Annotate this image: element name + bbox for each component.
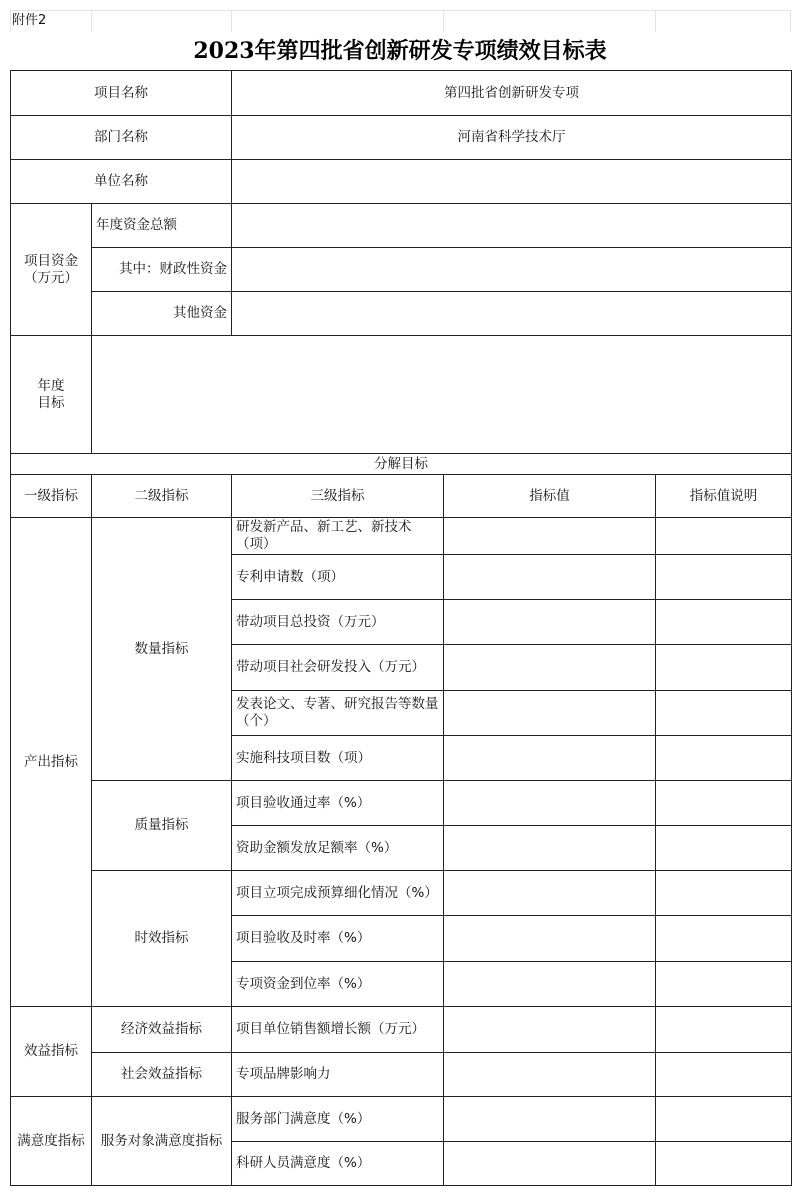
- column-header: 三级指标: [232, 475, 444, 518]
- quantity-indicator-label: 数量指标: [92, 518, 232, 781]
- table-row: [11, 248, 792, 292]
- table-row: [11, 160, 792, 204]
- project-name-value[interactable]: 第四批省创新研发专项: [232, 71, 792, 116]
- funds-other-label: 其他资金: [92, 292, 232, 336]
- level3-indicator: 项目单位销售额增长额（万元）: [232, 1007, 444, 1053]
- table-row: [11, 781, 792, 826]
- column-header: 指标值: [444, 475, 656, 518]
- level3-indicator: 实施科技项目数（项）: [232, 736, 444, 781]
- department-label: 部门名称: [11, 116, 232, 160]
- funds-group-label: 项目资金 （万元）: [11, 204, 92, 336]
- table-row: [11, 871, 792, 916]
- level3-indicator: 专项品牌影响力: [232, 1053, 444, 1097]
- indicator-note-cell[interactable]: [656, 736, 792, 781]
- indicator-value-cell[interactable]: [444, 1097, 656, 1142]
- level3-indicator: 专利申请数（项）: [232, 555, 444, 600]
- funds-other-value[interactable]: [232, 292, 792, 336]
- level3-indicator: 带动项目社会研发投入（万元）: [232, 645, 444, 691]
- funds-total-value[interactable]: [232, 204, 792, 248]
- indicator-note-cell[interactable]: [656, 645, 792, 691]
- indicator-note-cell[interactable]: [656, 555, 792, 600]
- indicator-note-cell[interactable]: [656, 826, 792, 871]
- level3-indicator: 项目验收及时率（%）: [232, 916, 444, 962]
- indicator-value-cell[interactable]: [444, 645, 656, 691]
- quality-indicator-label: 质量指标: [92, 781, 232, 871]
- funds-total-label: 年度资金总额: [92, 204, 232, 248]
- level3-indicator: 发表论文、专著、研究报告等数量（个）: [232, 691, 444, 736]
- level3-indicator: 带动项目总投资（万元）: [232, 600, 444, 645]
- benefit-indicator-label: 效益指标: [11, 1007, 92, 1097]
- annual-goal-label: 年度 目标: [11, 336, 92, 454]
- unit-value[interactable]: [232, 160, 792, 204]
- funds-fiscal-label: 其中：财政性资金: [92, 248, 232, 292]
- project-name-label: 项目名称: [11, 71, 232, 116]
- level3-indicator: 项目立项完成预算细化情况（%）: [232, 871, 444, 916]
- indicator-value-cell[interactable]: [444, 826, 656, 871]
- level3-indicator: 研发新产品、新工艺、新技术（项）: [232, 518, 444, 555]
- indicator-note-cell[interactable]: [656, 518, 792, 555]
- indicator-note-cell[interactable]: [656, 962, 792, 1007]
- indicator-value-cell[interactable]: [444, 518, 656, 555]
- indicator-value-cell[interactable]: [444, 691, 656, 736]
- indicator-value-cell[interactable]: [444, 555, 656, 600]
- indicator-note-cell[interactable]: [656, 1097, 792, 1142]
- indicator-value-cell[interactable]: [444, 600, 656, 645]
- table-row: [11, 518, 792, 555]
- indicator-note-cell[interactable]: [656, 916, 792, 962]
- table-row: [11, 1007, 792, 1053]
- indicator-value-cell[interactable]: [444, 736, 656, 781]
- indicator-note-cell[interactable]: [656, 781, 792, 826]
- grid-line: [655, 10, 656, 32]
- indicator-note-cell[interactable]: [656, 1007, 792, 1053]
- table-row: [11, 116, 792, 160]
- level3-indicator: 服务部门满意度（%）: [232, 1097, 444, 1142]
- table-row: [11, 336, 792, 454]
- annex-label: 附件2: [12, 13, 47, 28]
- grid-line: [443, 10, 444, 32]
- column-header: 二级指标: [92, 475, 232, 518]
- funds-fiscal-value[interactable]: [232, 248, 792, 292]
- indicator-value-cell[interactable]: [444, 1007, 656, 1053]
- table-row: [11, 71, 792, 116]
- service-satisfaction-label: 服务对象满意度指标: [92, 1097, 232, 1186]
- level3-indicator: 资助金额发放足额率（%）: [232, 826, 444, 871]
- indicator-note-cell[interactable]: [656, 600, 792, 645]
- table-row: [11, 204, 792, 248]
- table-row: [11, 454, 792, 475]
- annual-goal-value[interactable]: [92, 336, 792, 454]
- indicator-note-cell[interactable]: [656, 1142, 792, 1186]
- performance-target-table: [10, 70, 792, 1186]
- department-value[interactable]: 河南省科学技术厅: [232, 116, 792, 160]
- indicator-note-cell[interactable]: [656, 871, 792, 916]
- table-row: [11, 1053, 792, 1097]
- grid-line: [91, 10, 92, 32]
- indicator-note-cell[interactable]: [656, 1053, 792, 1097]
- grid-line: [10, 10, 11, 32]
- page-title: 2023年第四批省创新研发专项绩效目标表: [193, 38, 607, 64]
- table-row: [11, 292, 792, 336]
- indicator-value-cell[interactable]: [444, 1142, 656, 1186]
- indicator-value-cell[interactable]: [444, 962, 656, 1007]
- column-header: 指标值说明: [656, 475, 792, 518]
- grid-line: [790, 10, 791, 32]
- timeliness-indicator-label: 时效指标: [92, 871, 232, 1007]
- breakdown-title: 分解目标: [11, 454, 792, 475]
- indicator-value-cell[interactable]: [444, 871, 656, 916]
- output-indicator-label: 产出指标: [11, 518, 92, 1007]
- indicator-note-cell[interactable]: [656, 691, 792, 736]
- unit-label: 单位名称: [11, 160, 232, 204]
- table-header-row: [11, 475, 792, 518]
- satisfaction-indicator-label: 满意度指标: [11, 1097, 92, 1186]
- indicator-value-cell[interactable]: [444, 916, 656, 962]
- table-row: [11, 1097, 792, 1142]
- indicator-value-cell[interactable]: [444, 1053, 656, 1097]
- level3-indicator: 科研人员满意度（%）: [232, 1142, 444, 1186]
- social-benefit-label: 社会效益指标: [92, 1053, 232, 1097]
- grid-line: [231, 10, 232, 32]
- grid-line: [10, 10, 790, 11]
- level3-indicator: 项目验收通过率（%）: [232, 781, 444, 826]
- indicator-value-cell[interactable]: [444, 781, 656, 826]
- economic-benefit-label: 经济效益指标: [92, 1007, 232, 1053]
- level3-indicator: 专项资金到位率（%）: [232, 962, 444, 1007]
- column-header: 一级指标: [11, 475, 92, 518]
